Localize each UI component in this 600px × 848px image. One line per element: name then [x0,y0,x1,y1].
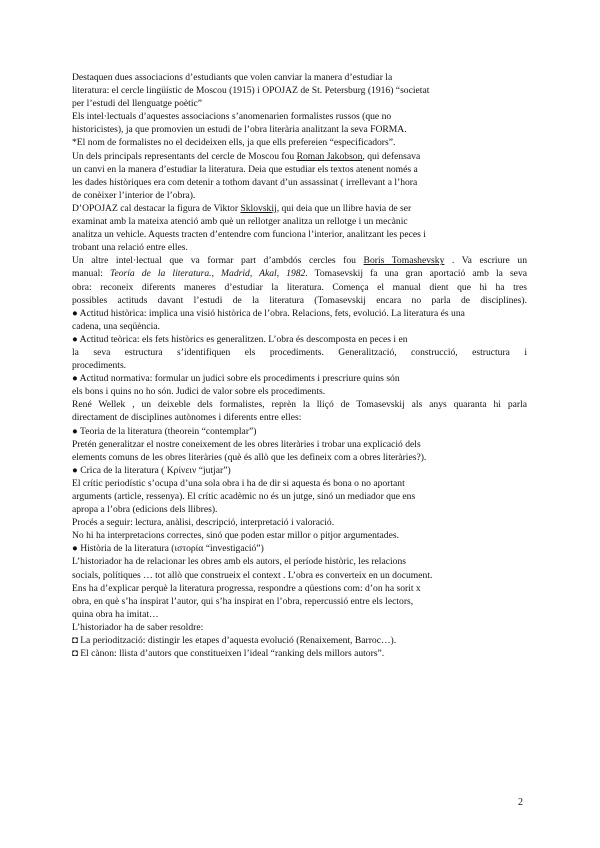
text-run: Un dels principals representants del cercle de Moscou fou [72,150,297,162]
text-line [72,150,527,163]
text-line: ● Actitud normativa: formular un judici sobre els procediments i prescriure quins són [72,373,400,385]
text-run: , qui defensava [362,150,421,162]
text-line [72,254,527,267]
text-line: ● Crica de la literatura ( Κρίνειν “jutjar”) [72,464,231,476]
text-line: cadena, una seqüència. [72,320,160,332]
text-line: *El nom de formalistes no el decideixen ells, ja que ells prefereien “especificadors”. [72,137,396,149]
text-line: per l’estudi del llenguatge poètic” [72,98,202,110]
text-line: els bons i quins no ho són. Judici de valor sobre els procediments. [72,386,326,398]
text-line: procediments. [72,360,127,372]
text-run: Tomasevskij fa una gran aportació amb la seva [307,268,527,280]
text-line: L’historiador ha de relacionar les obres amb els autors, el període històric, les relacions [72,556,406,568]
book-title: Teoría de la literatura., Madrid, Akal, 1982. [109,268,308,280]
text-line [72,267,527,280]
name-boris-tomashevsky: Boris Tomashevsky [363,255,445,267]
name-roman-jakobson: Roman Jakobson [296,150,363,162]
text-line: possibles actituds davant l’estudi de la literatura (Tomasevskij encara no parla de disciplines). [72,294,527,306]
text-line: obra: reconeix diferents maneres d’estudiar la literatura. Comença el manual dient que hi ha tres [72,281,527,293]
text-line: arguments (article, ressenya). El crític acadèmic no és un jutge, sinó un mediador que ens [72,491,416,502]
text-line: ◘ El cànon: llista d’autors que constitueixen l’ideal “ranking dels millors autors”. [72,648,385,660]
text-line: historicistes), ja que promovien un estudi de l’obra literària analitzant la seva FORMA. [72,124,407,136]
text-line: Pretén generalitzar el nostre coneixement de les obres literàries i trobar una explicació dels [72,438,421,450]
text-line: Procés a seguir: lectura, anàlisi, descripció, interpretació i valoració. [72,517,335,529]
text-line: un canvi en la manera d’estudiar la literatura. Deia que estudiar els textos atenent només a [72,163,418,175]
text-line: ● Història de la literatura (ιστορία “investigació”) [72,543,264,555]
text-line: socials, polítiques … tot allò que construeix el context . L’obra es converteix en un document. [72,569,433,581]
text-line: El crític periodístic s’ocupa d’una sola obra i ha de dir si aquesta és bona o no aportant [72,477,405,489]
page-number: 2 [518,797,523,808]
body-text [72,71,527,660]
text-line: directament de disciplines autònomes i diferents entre elles: [72,412,302,424]
text-line: de conèixer l’interior de l’obra). [72,189,196,201]
text-line: quina obra ha imitat… [72,608,159,620]
text-line: ● Actitud històrica: implica una visió històrica de l’obra. Relacions, fets, evolució. La literatura és una [72,307,465,319]
text-run: D’OPOJAZ cal destacar la figura de Viktor [72,202,241,214]
text-line: Ens ha d’explicar perquè la literatura progressa, respondre a qüestions com: d’on ha sorit x [72,582,421,594]
text-run: . Va escriure un [444,255,527,267]
text-line: Destaquen dues associacions d’estudiants que volen canviar la manera d’estudiar la [72,72,393,83]
text-line: ● Teoria de la literatura (theorein “contemplar”) [72,425,257,437]
text-run: manual: [72,268,110,280]
text-line: elements comuns de les obres literàries (què és allò que les defineix com a obres literàries?). [72,451,427,463]
text-line: obra, en què s’ha inspirat l’autor, qui s’ha inspirat en l’obra, repercussió entre els lectors, [72,595,414,607]
text-run: , qui deia que un llibre havia de ser [276,202,412,214]
text-line: apropa a l’obra (edicions dels llibres). [72,504,218,516]
text-line: analitza un vehicle. Aquests tracten d’entendre com funciona l’interior, analitzant les peces i [72,229,426,241]
text-line: examinat amb la mateixa atenció amb què un rellotger analitza un rellotge i un mecànic [72,216,408,228]
text-line: les dades històriques era com detenir a tothom davant d’un assassinat ( irrellevant a l’hora [72,176,418,188]
text-line: literatura: el cercle lingüístic de Moscou (1915) i OPOJAZ de St. Petersburg (1916) “societat [72,85,430,97]
text-line: ● Actitud teòrica: els fets històrics es generalitzen. L’obra és descomposta en peces i en [72,333,408,345]
text-line: ◘ La periodització: distingir les etapes d’aquesta evolució (Renaixement, Barroc…). [72,635,397,647]
text-line: L’historiador ha de saber resoldre: [72,621,204,633]
name-sklovskij: Sklovskij [240,202,277,214]
text-line: trobant una relació entre elles. [72,242,188,254]
text-line: Els intel·lectuals d’aquestes associacions s’anomenarien formalistes russos (que no [72,111,392,123]
text-run: Un altre intel·lectual que va formar part d’ambdós cercles fou [72,255,364,267]
text-line: No hi ha interpretacions correctes, sinó que poden estar millor o pitjor argumentades. [72,530,399,542]
text-line: la seva estructura s’identifiquen els procediments. Generalització, construcció, estructura i [72,346,527,358]
text-line [72,202,527,215]
text-line: René Wellek , un deixeble dels formalistes, reprèn la lliçó de Tomasevskij als anys quaranta hi parla [72,399,527,411]
